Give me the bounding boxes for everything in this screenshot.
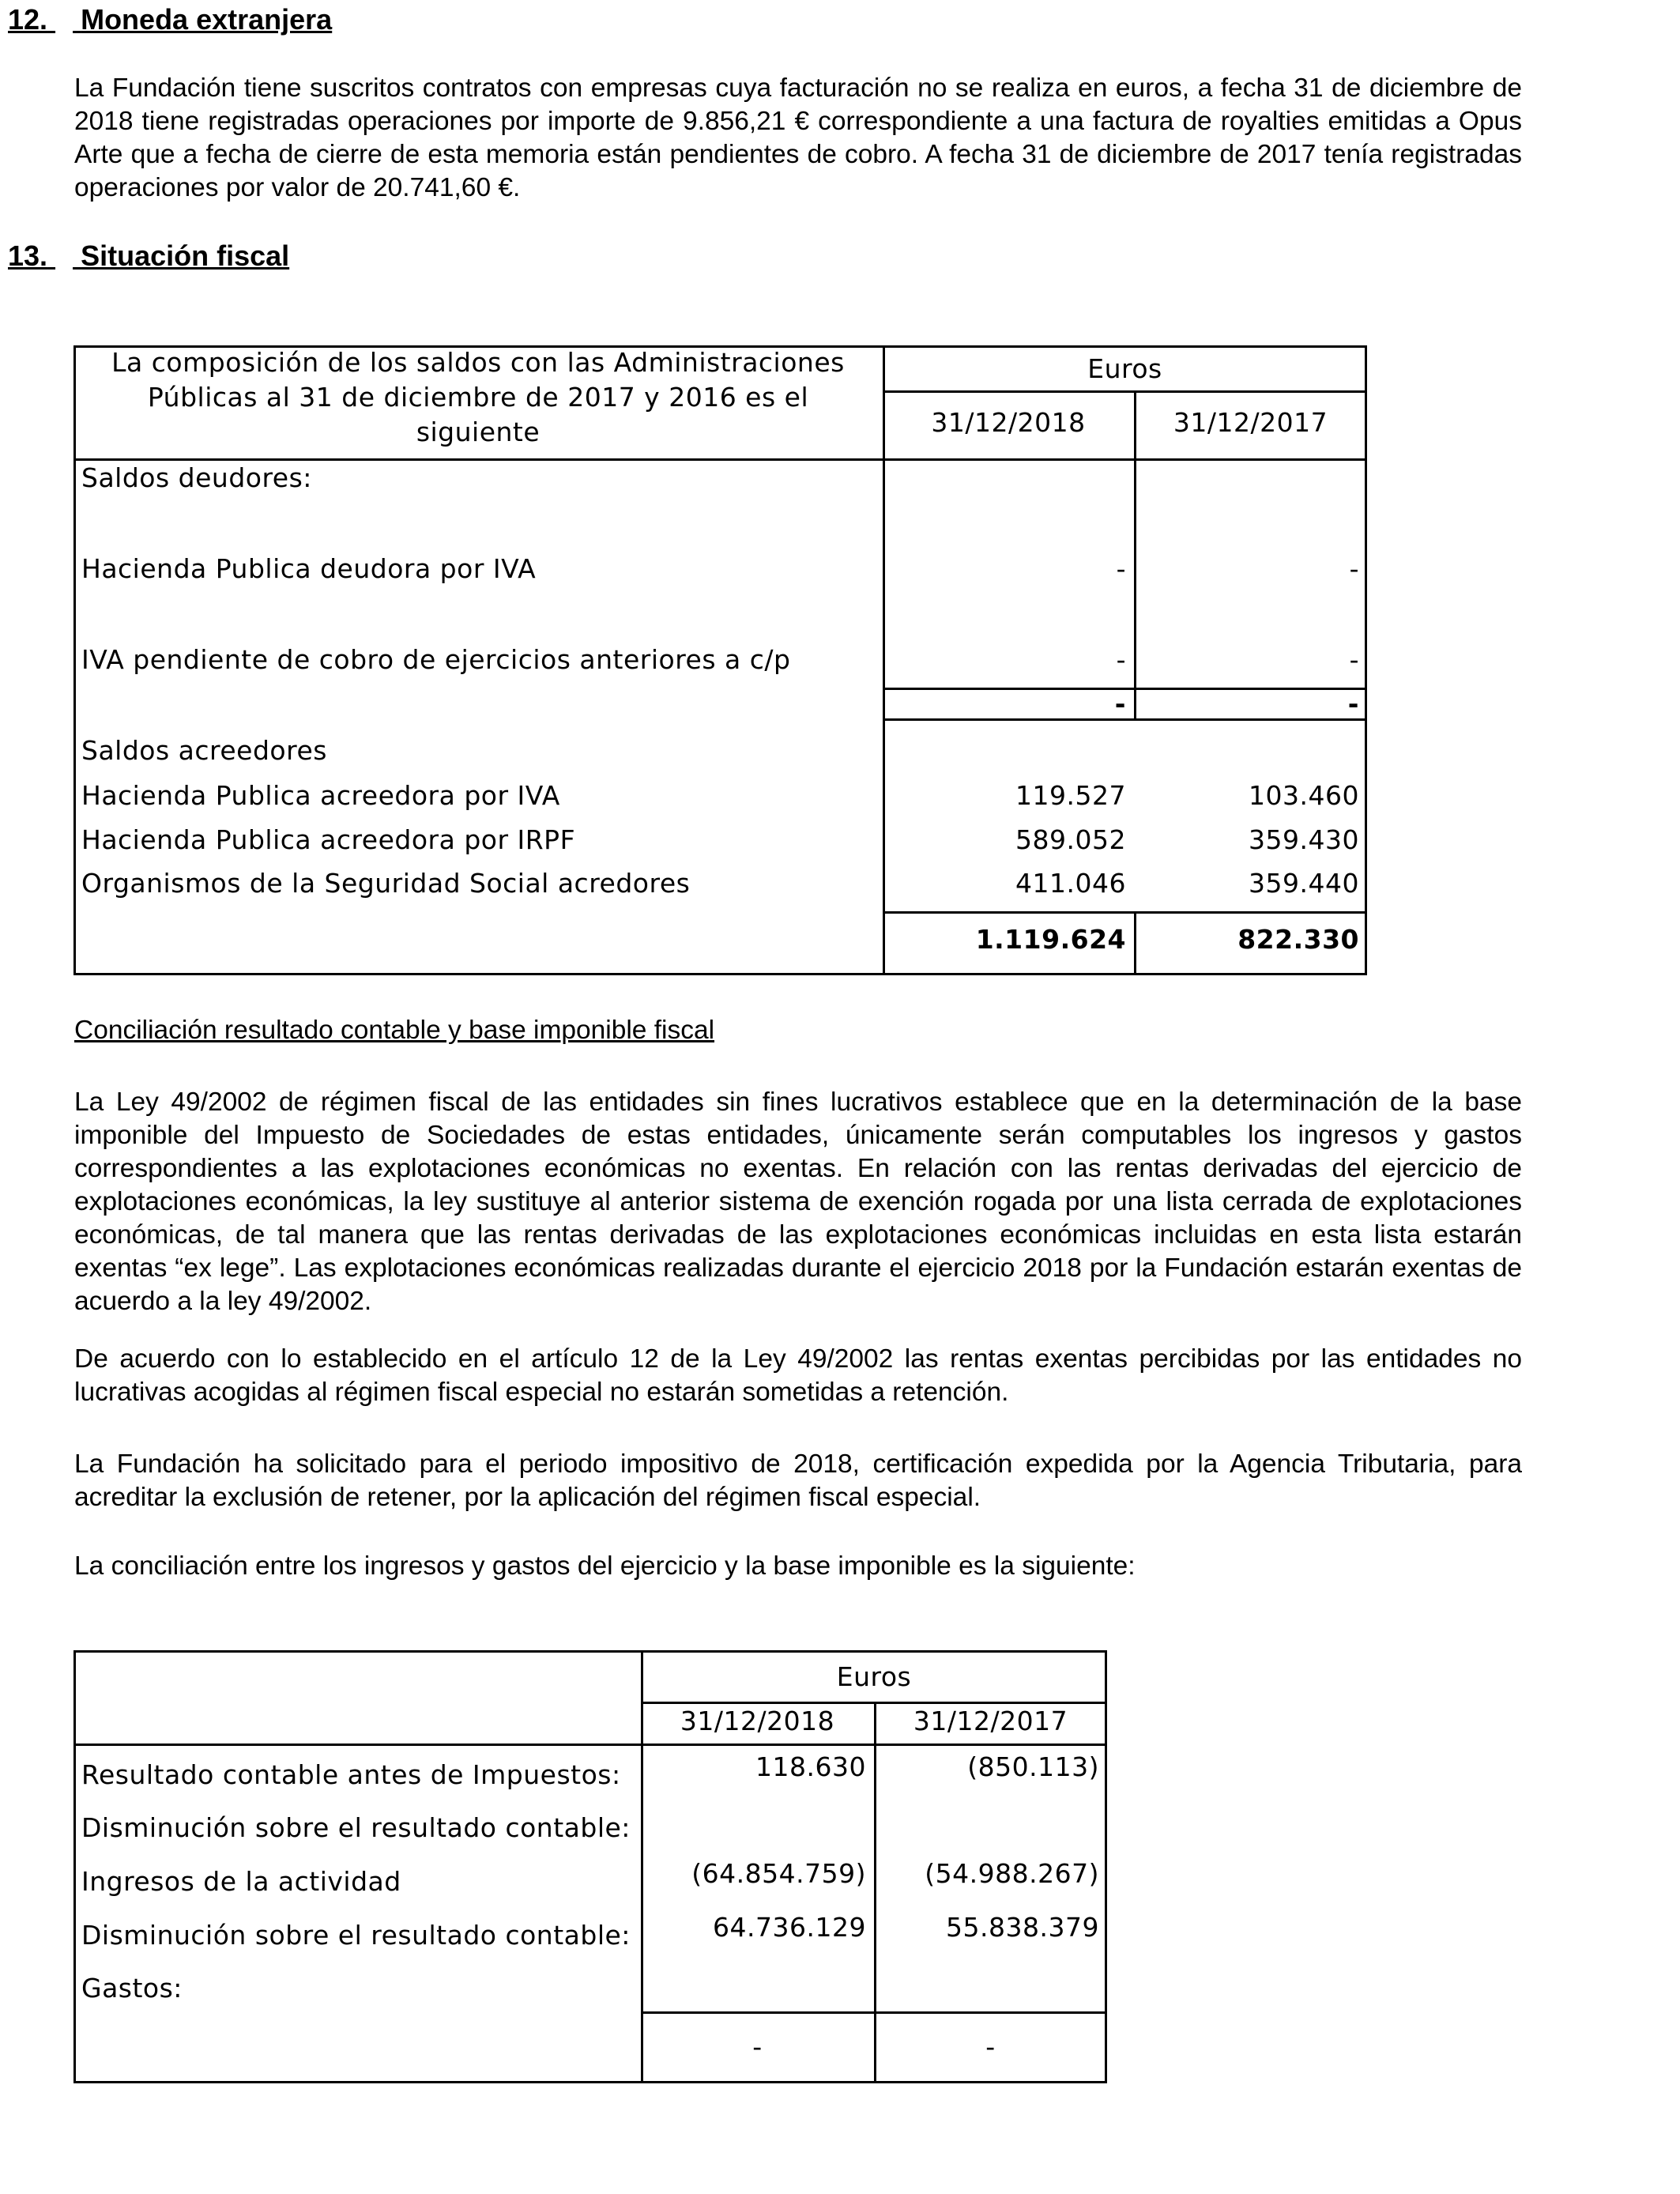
section-12-title: Moneda extranjera [81, 3, 333, 36]
table-cell-2018: 118.630 [755, 1751, 866, 1782]
table-cell-2018: - [1116, 553, 1126, 584]
conciliacion-paragraph-2: De acuerdo con lo establecido en el artículo 12 de la Ley 49/2002 las rentas exentas percibidas por las entidades no lucrativas acogidas al régimen fiscal especial no estarán sometidas a retención. [74, 1344, 1522, 1407]
table-cell-2018: - [1116, 644, 1126, 675]
saldos-acreedores-label: Saldos acreedores [81, 735, 327, 766]
table-row-label: Hacienda Publica acreedora por IRPF [81, 824, 576, 855]
table-cell-2017: - [1349, 644, 1359, 675]
table-cell-2017: (850.113) [967, 1751, 1099, 1782]
conciliacion-col-2018: 31/12/2018 [680, 1706, 835, 1736]
table-cell-2017: 55.838.379 [946, 1912, 1099, 1943]
saldos-deudores-label: Saldos deudores: [81, 462, 312, 493]
conciliacion-paragraph-1: La Ley 49/2002 de régimen fiscal de las entidades sin fines lucrativos establece que en la determinación de la base imponible del Impuesto de Sociedades de estas entidades, únicamente serán computables los ingresos y gastos correspondientes a las explotaciones económicas no exentas. En relación con las rentas derivadas del ejercicio de explotaciones económicas, la ley sustituye al anterior sistema de exención rogada por una lista cerrada de explotaciones económicas, de tal manera que las rentas derivadas de las explotaciones económicas incluidas en esta lista estarán exentas “ex lege”. Las explotaciones económicas realizadas durante el ejercicio 2018 por la Fundación estarán exentas de acuerdo a la ley 49/2002. [74, 1088, 1522, 1316]
table-cell-2018: (64.854.759) [691, 1858, 866, 1889]
section-13-title: Situación fiscal [81, 239, 290, 272]
conciliacion-total-2017: - [985, 2031, 996, 2062]
saldos-col-2017: 31/12/2017 [1173, 407, 1328, 438]
saldos-subtotal-2017: - [1347, 688, 1359, 719]
saldos-table [73, 345, 1367, 975]
table-cell-2018: 64.736.129 [713, 1912, 866, 1943]
saldos-subtotal-2018: - [1114, 688, 1126, 719]
saldos-total-2018: 1.119.624 [975, 924, 1126, 955]
table-cell-2017: 103.460 [1249, 780, 1359, 811]
table-cell-2018: 411.046 [1015, 868, 1126, 899]
conciliacion-euros-header: Euros [836, 1661, 912, 1692]
conciliacion-paragraph-3: La Fundación ha solicitado para el periodo impositivo de 2018, certificación expedida por la Agencia Tributaria, para acreditar la exclusión de retener, por la aplicación del régimen fiscal especial. [74, 1449, 1522, 1512]
table-cell-2018: 589.052 [1015, 824, 1126, 855]
section-13-number: 13. [8, 239, 48, 272]
table-cell-2017: - [1349, 553, 1359, 584]
section-13-heading [8, 239, 289, 273]
saldos-header-line2: Públicas al 31 de diciembre de 2017 y 2016 es el [147, 382, 809, 413]
table-cell-2017: 359.430 [1249, 824, 1359, 855]
table-row-label: Hacienda Publica deudora por IVA [81, 553, 537, 584]
saldos-col-2018: 31/12/2018 [931, 407, 1086, 438]
table-row-label: IVA pendiente de cobro de ejercicios anteriores a c/p [81, 644, 791, 675]
table-cell-2017: (54.988.267) [925, 1858, 1099, 1889]
section-12-number: 12. [8, 3, 48, 36]
table-row-label: Ingresos de la actividad [81, 1866, 401, 1897]
table-row-label: Resultado contable antes de Impuestos: [81, 1759, 621, 1790]
table-cell-2018: 119.527 [1015, 780, 1126, 811]
section-12-heading [8, 3, 332, 36]
saldos-euros-header: Euros [1087, 353, 1162, 384]
saldos-header-line1: La composición de los saldos con las Administraciones [111, 347, 845, 378]
table-row-label: Hacienda Publica acreedora por IVA [81, 780, 560, 811]
saldos-header-line3: siguiente [416, 417, 541, 447]
conciliacion-table [73, 1650, 1107, 2083]
table-row-label: Organismos de la Seguridad Social acredores [81, 868, 691, 899]
conciliacion-subtitle: Conciliación resultado contable y base imponible fiscal [74, 1016, 715, 1045]
section-12-paragraph: La Fundación tiene suscritos contratos con empresas cuya facturación no se realiza en euros, a fecha 31 de diciembre de 2018 tiene registradas operaciones por importe de 9.856,21 € correspondiente a una factura de royalties emitidas a Opus Arte que a fecha de cierre de esta memoria están pendientes de cobro. A fecha 31 de diciembre de 2017 tenía registradas operaciones por valor de 20.741,60 €. [74, 74, 1522, 202]
conciliacion-paragraph-4: La conciliación entre los ingresos y gastos del ejercicio y la base imponible es la siguiente: [74, 1551, 1136, 1581]
conciliacion-total-2018: - [752, 2031, 763, 2062]
table-row-label: Disminución sobre el resultado contable: [81, 1920, 631, 1951]
saldos-total-2017: 822.330 [1237, 924, 1359, 955]
conciliacion-col-2017: 31/12/2017 [913, 1706, 1068, 1736]
table-cell-2017: 359.440 [1249, 868, 1359, 899]
table-row-label: Gastos: [81, 1973, 183, 2004]
table-row-label: Disminución sobre el resultado contable: [81, 1812, 631, 1843]
